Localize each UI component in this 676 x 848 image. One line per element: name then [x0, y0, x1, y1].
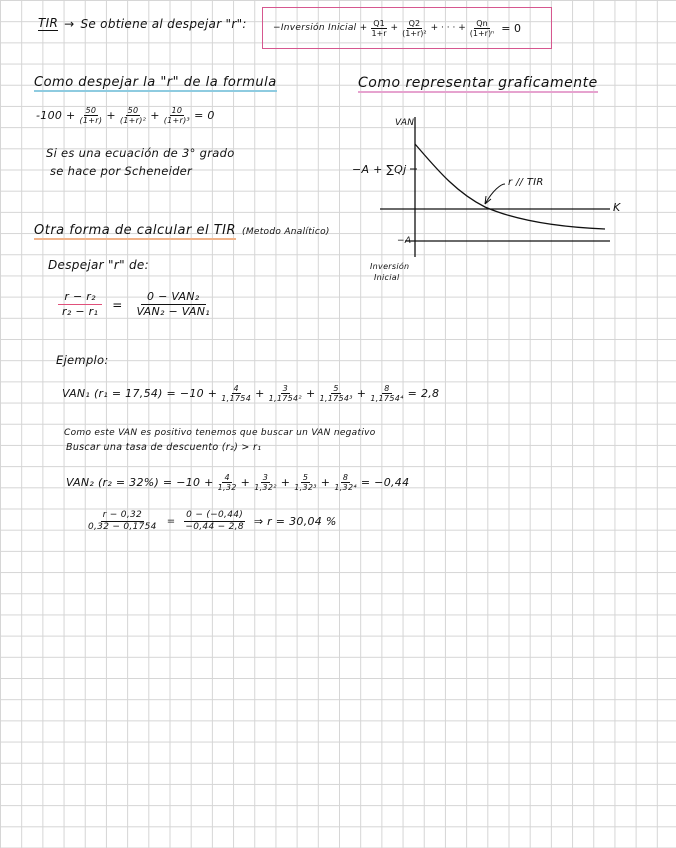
- van1-equation: VAN₁ (r₁ = 17,54) = −10 + $\frac{4}{1,1754}$ + $\frac{3}{\text{1,1754²}}$ + $\frac{5}{\text{1,1754³}}$ + $\frac{8}{\text{1,1754⁴}}$ = 2,8: [62, 384, 440, 403]
- inversion-label: Inversión: [370, 262, 410, 271]
- heading-otra-forma: [34, 223, 330, 240]
- van1-start: VAN₁ (r₁ = 17,54) = −10 +: [62, 387, 218, 400]
- tir-curve-label: r // TIR: [508, 177, 544, 188]
- van1-fraction-a: $\frac{4}{1,1754}$: [221, 384, 252, 403]
- fraction-a: $\frac{50}{(1+r)}$: [79, 106, 103, 125]
- tir-definition-text: Se obtiene al despejar "r":: [80, 16, 247, 31]
- van2-end: = −0,44: [360, 476, 410, 489]
- tir-formula-box: −Inversión Inicial + $\frac{Q1}{1+r}$ + $\frac{Q2}{\text{(1+r)²}}$ + · · · + $\frac{Qn}{\text{(1+r)ⁿ}}$ = 0: [262, 7, 552, 49]
- van2-fraction-d: $\frac{8}{\text{1,32⁴}}$: [334, 473, 357, 492]
- k-axis-label: K: [613, 201, 621, 214]
- fraction-c: $\frac{10}{\text{(1+r)³}}$: [163, 106, 191, 125]
- fraction-r: $\frac{\text{r − r₂}}{\text{r₂ − r₁}}$: [56, 290, 104, 319]
- tir-definition: [38, 16, 255, 31]
- result-equation: [84, 510, 337, 533]
- van2-equation: VAN₂ (r₂ = 32%) = −10 + $\frac{4}{1,32}$ + $\frac{3}{\text{1,32²}}$ + $\frac{5}{\text{1,32³}}$ + $\frac{8}{\text{1,32⁴}}$ = −0,44: [66, 473, 410, 492]
- arrow-icon: →: [64, 16, 75, 31]
- formula-start: −Inversión Inicial +: [273, 23, 368, 33]
- van-graph: [355, 112, 645, 287]
- van1-fraction-b: $\frac{3}{\text{1,1754²}}$: [268, 384, 302, 403]
- heading-despejar: Como despejar la "r" de la formula: [34, 75, 277, 90]
- van2-fraction-c: $\frac{5}{\text{1,32³}}$: [294, 473, 317, 492]
- despejar-label: Despejar "r" de:: [48, 258, 149, 272]
- interpolation-formula: [52, 290, 220, 319]
- ejemplo-label: Ejemplo:: [56, 353, 109, 367]
- eq-end: = 0: [194, 109, 215, 122]
- eq-start: -100 +: [36, 109, 76, 122]
- heading-otra-forma-sub: (Metodo Analítico): [242, 226, 330, 237]
- fraction-qn: $\frac{Qn}{\text{(1+r)ⁿ}}$: [469, 18, 495, 38]
- van1-fraction-c: $\frac{5}{\text{1,1754³}}$: [319, 384, 353, 403]
- neg-a-label: −A: [397, 236, 412, 246]
- result-equals: =: [166, 516, 176, 527]
- note-positive-van: Como este VAN es positivo tenemos que buscar un VAN negativo: [64, 428, 376, 438]
- inicial-label: Inicial: [374, 273, 400, 282]
- fraction-b: $\frac{50}{\text{(1+r)²}}$: [119, 106, 147, 125]
- formula-end: = 0: [501, 21, 521, 35]
- heading-otra-forma-text: Otra forma de calcular el TIR: [34, 223, 237, 238]
- heading-graficamente: Como representar graficamente: [358, 75, 598, 91]
- note-scheneider: se hace por Scheneider: [50, 164, 193, 178]
- note-discount-rate: Buscar una tasa de descuento (r₂) > r₁: [66, 442, 262, 453]
- result-fraction-van: $\frac{0 - (-0,44)}{-0,44 - 2,8}$: [185, 510, 244, 532]
- note-third-degree: Si es una ecuación de 3° grado: [46, 146, 235, 160]
- fraction-q2: $\frac{Q2}{\text{(1+r)²}}$: [402, 18, 427, 38]
- van-axis-label: VAN: [395, 118, 415, 128]
- van1-end: = 2,8: [407, 387, 440, 400]
- fraction-q1: $\frac{Q1}{1+r}$: [371, 18, 387, 38]
- van2-start: VAN₂ (r₂ = 32%) = −10 +: [66, 476, 214, 489]
- cubic-equation: -100 + $\frac{50}{(1+r)}$ + $\frac{50}{\text{(1+r)²}}$ + $\frac{10}{\text{(1+r)³}}$ = 0: [36, 106, 215, 125]
- van2-fraction-a: $\frac{4}{1,32}$: [217, 473, 237, 492]
- van2-fraction-b: $\frac{3}{\text{1,32²}}$: [254, 473, 277, 492]
- left-mark-label: −A + ∑Qj: [352, 163, 407, 176]
- result-fraction-r: $\frac{r - 0,32}{0,32 - 0,1754}$: [88, 510, 157, 532]
- result-value: ⇒ r = 30,04 %: [253, 515, 337, 528]
- van1-fraction-d: $\frac{8}{\text{1,1754⁴}}$: [370, 384, 404, 403]
- fraction-van: $\frac{\text{0 − VAN₂}}{\text{VAN₂ − VAN₁}}$: [136, 290, 210, 318]
- formula-dots: + · · · +: [430, 23, 466, 33]
- interp-equals: =: [112, 297, 123, 312]
- tir-label: TIR: [38, 16, 59, 30]
